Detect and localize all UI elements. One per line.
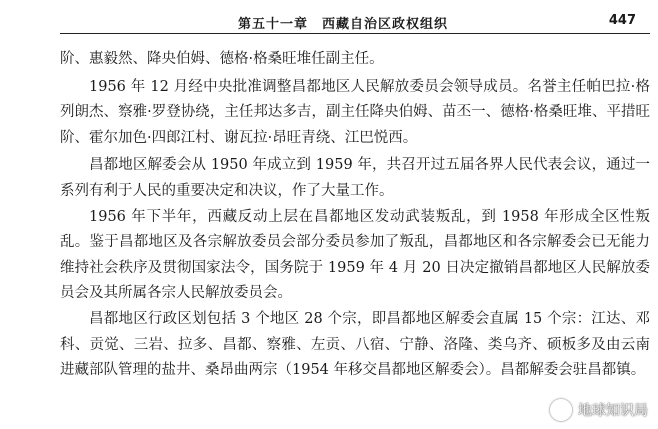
paragraph-continuation: 阶、惠毅然、降央伯姆、德格·格桑旺堆任副主任。: [60, 51, 384, 67]
chapter-title: 第五十一章 西藏自治区政权组织: [238, 17, 449, 32]
body-text: [60, 47, 650, 384]
watermark-label: 地球知识局: [578, 403, 648, 419]
paragraph-congresses: 昌都地区解委会从 1950 年成立到 1959 年，共召开过五届各界人民代表会议，通过一系列有利于人民的重要决定和决议，作了大量工作。: [60, 157, 650, 199]
paragraph-administrative-divisions: 昌都地区行政区划包括 3 个地区 28 个宗，即昌都地区解委会直属 15 个宗：江达、邓科、贡觉、三岩、拉多、昌都、察雅、左贡、八宿、宁静、洛隆、类乌齐、硕板多及由云南进藏部队管理的盐井、桑昂曲两宗（1954 年移交昌都地区解委会）。昌都解委会驻昌都镇。: [60, 310, 650, 379]
paragraph-leadership-1956: 1956 年 12 月经中央批准调整昌都地区人民解放委员会领导成员。名誉主任帕巴拉·格列朗杰、察雅·罗登协绕，主任邦达多吉，副主任降央伯姆、苗丕一、德格·格桑旺堆、平措旺阶、霍尔加色·四郎江村、谢瓦拉·昂旺青绕、江巴悦西。: [60, 78, 650, 146]
page-number: 447: [608, 13, 636, 28]
watermark: [550, 397, 648, 423]
paragraph-rebellion: 1956 年下半年，西藏反动上层在昌都地区发动武装叛乱，到 1958 年形成全区性叛乱。鉴于昌都地区及各宗解放委员会部分委员参加了叛乱，昌都地区和各宗解委会已无能力维持社会秩序及贯彻国家法令，国务院于 1959 年 4 月 20 日决定撤销昌都地区人民解放委员会及其所属各宗人民解放委员会。: [60, 208, 650, 302]
header-rule: [60, 33, 650, 34]
globe-logo-icon: [550, 399, 572, 421]
running-header: [60, 10, 650, 34]
